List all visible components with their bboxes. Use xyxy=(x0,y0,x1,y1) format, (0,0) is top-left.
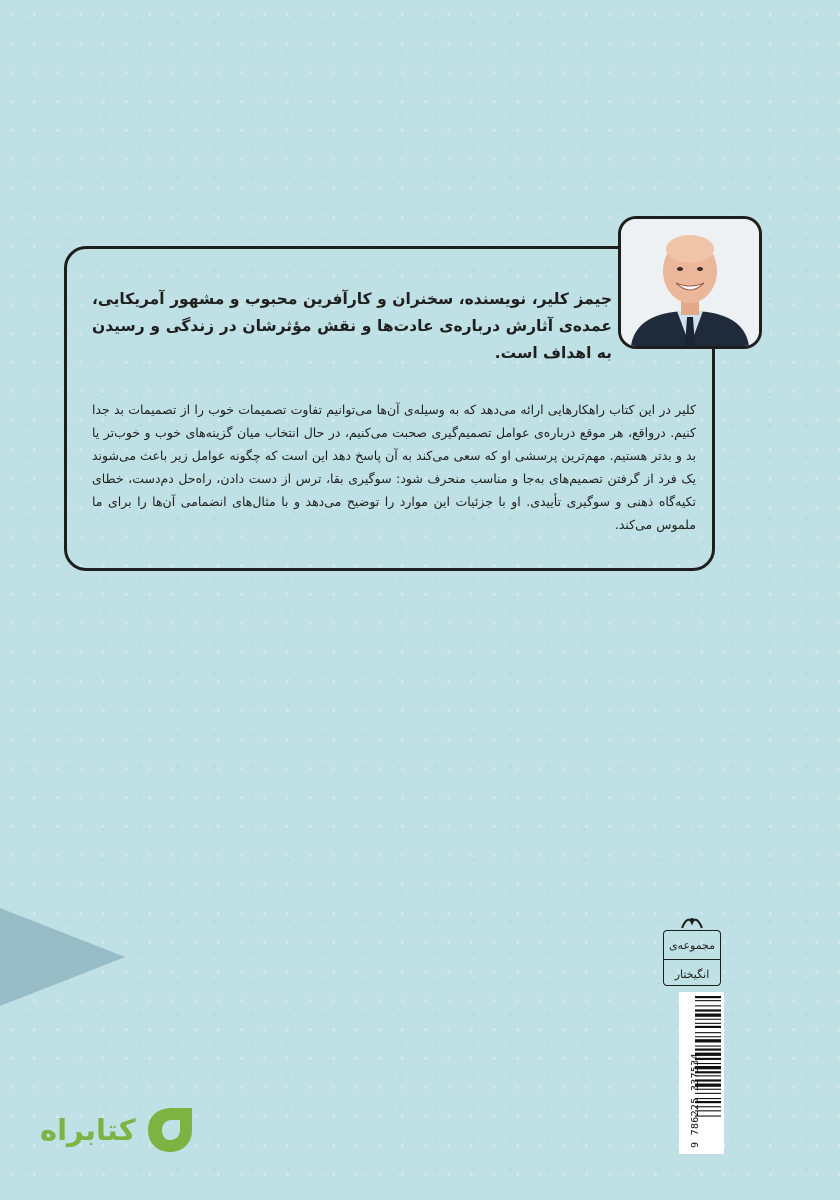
publisher-mark-icon xyxy=(142,1102,198,1158)
decorative-triangle xyxy=(0,908,125,1006)
author-bio: جیمز کلیر، نویسنده، سخنران و کارآفرین محبوب و مشهور آمریکایی، عمده‌ی آثارش درباره‌ی عادت‌ها و نقش مؤثرشان در زندگی و رسیدن به اهداف است. xyxy=(92,290,612,362)
series-name: انگیختار xyxy=(664,959,720,982)
isbn-number: 9 786225 337534 xyxy=(690,1053,701,1148)
book-description: کلیر در این کتاب راهکارهایی ارائه می‌دهد که به وسیله‌ی آن‌ها می‌توانیم تفاوت تصمیمات خوب را از تصمیمات بد جدا کنیم. درواقع، هر موقع درباره‌ی عوامل تصمیم‌گیری صحبت می‌کنیم، در حال انتخاب میان گزینه‌های خوب و خوب‌تر یا بد و بدتر هستیم. مهم‌ترین پرسشی او که سعی می‌کند به آن پاسخ دهد این است که چگونه عوامل زیر باعث می‌شوند یک فرد از گرفتن تصمیم‌های به‌جا و مناسب منحرف شود: سوگیری بقا، ترس از دست دادن، راه‌حل دم‌دست، خطای تکیه‌گاه ذهنی و سوگیری تأییدی. او با جزئیات این موارد را توضیح می‌دهد و با مثال‌های انضمامی آن‌ها را برای ما ملموس می‌کند. xyxy=(92,402,696,532)
publisher-logo xyxy=(40,1100,220,1160)
series-flag-icon xyxy=(680,916,704,930)
author-photo xyxy=(618,216,762,349)
series-badge xyxy=(663,916,721,988)
publisher-name: کتابراه xyxy=(40,1113,136,1147)
series-label: مجموعه‌ی xyxy=(668,939,716,952)
